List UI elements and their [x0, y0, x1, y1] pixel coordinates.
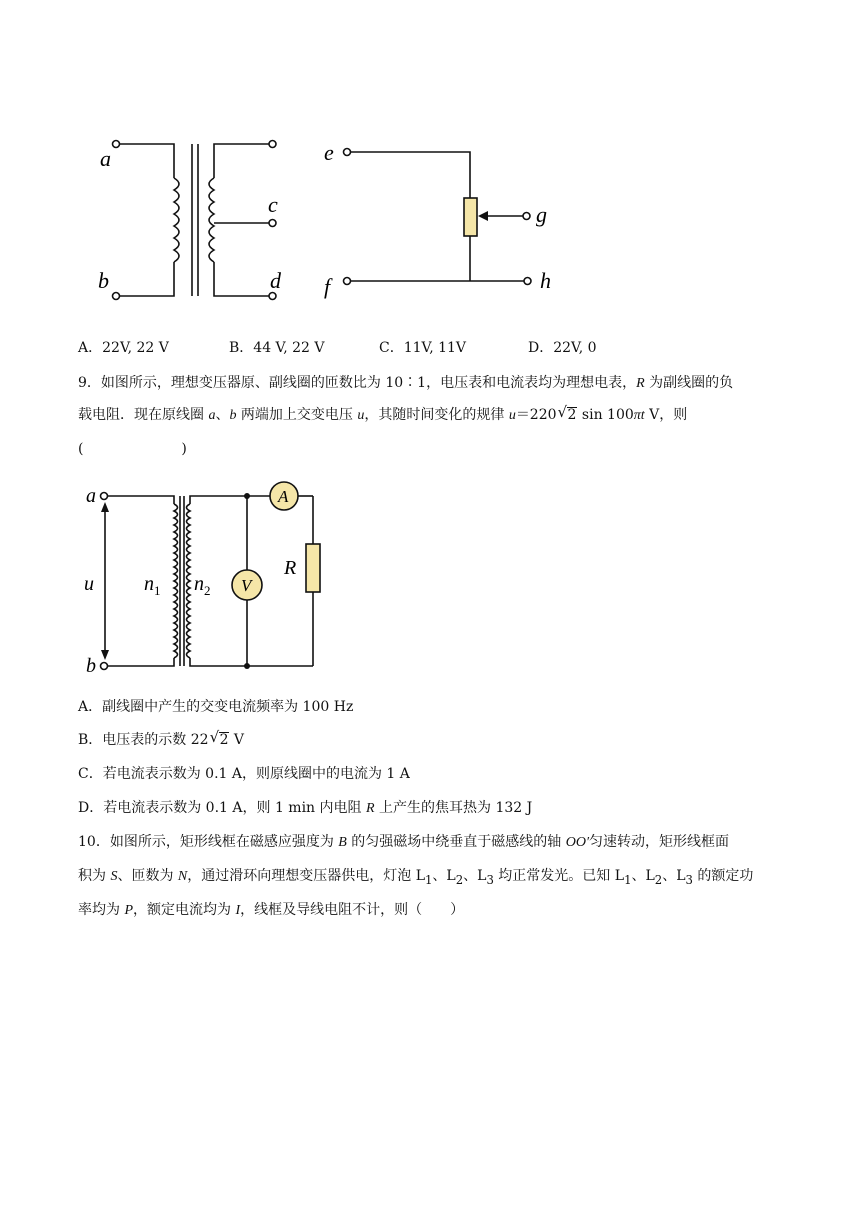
sqrt-symbol: √ 2: [209, 728, 229, 748]
transformer-rheostat-figure: [90, 130, 570, 310]
q9-option-b: B．电压表的示数 22 √ 2 V: [78, 728, 245, 748]
label-e: e: [324, 140, 334, 165]
q8-option-a: A．22V, 22 V: [78, 340, 169, 356]
sqrt-symbol: √ 2: [557, 403, 577, 423]
q9-stem-line1: 9．如图所示，理想变压器原、副线圈的匝数比为 10∶1，电压表和电流表均为理想电表，R 为副线圈的负: [78, 375, 734, 391]
q8-option-d: D．22V, 0: [528, 340, 597, 356]
q9-stem-line2: 载电阻．现在原线圈 a、b 两端加上交变电压 u，其随时间变化的规律 u＝220 √ 2 sin 100πt V，则: [78, 403, 688, 423]
q10-stem-line2: 积为 S、匝数为 N，通过滑环向理想变压器供电，灯泡 $L_1$、$L_2$、$L_3$ 均正常发光。已知 $L_1$、$L_2$、$L_3$ 的额定功: [78, 868, 754, 887]
label-c: c: [268, 192, 278, 217]
label-R: R: [284, 557, 297, 579]
label-b: b: [98, 268, 109, 293]
q8-option-c: C．11V, 11V: [379, 340, 467, 356]
transformer-meter-figure: [76, 478, 336, 678]
label-n1: $n_1$: [144, 573, 161, 598]
ammeter-label: A: [278, 487, 289, 506]
label-a: a: [100, 146, 111, 171]
q9-option-d: D．若电流表示数为 0.1 A，则 1 min 内电阻 R 上产生的焦耳热为 132 J: [78, 800, 533, 816]
label-b: b: [86, 655, 96, 677]
q9-option-a: A．副线圈中产生的交变电流频率为 100 Hz: [78, 699, 354, 715]
label-n2: $n_2$: [194, 573, 211, 598]
label-h: h: [540, 268, 551, 293]
voltmeter-label: V: [241, 576, 252, 595]
q10-stem-line1: 10．如图所示，矩形线框在磁感应强度为 B 的匀强磁场中绕垂直于磁感线的轴 OO′匀速转动，矩形线框面: [78, 834, 730, 850]
q9-answer-bracket: ( ): [78, 441, 187, 457]
label-a: a: [86, 485, 96, 507]
q10-stem-line3: 率均为 P，额定电流均为 I，线框及导线电阻不计，则（ ）: [78, 902, 465, 918]
label-g: g: [536, 202, 547, 227]
label-d: d: [270, 268, 281, 293]
label-f: f: [324, 274, 331, 299]
q8-option-b: B．44 V, 22 V: [229, 340, 325, 356]
q9-option-c: C．若电流表示数为 0.1 A，则原线圈中的电流为 1 A: [78, 766, 410, 782]
label-u: u: [84, 573, 94, 595]
